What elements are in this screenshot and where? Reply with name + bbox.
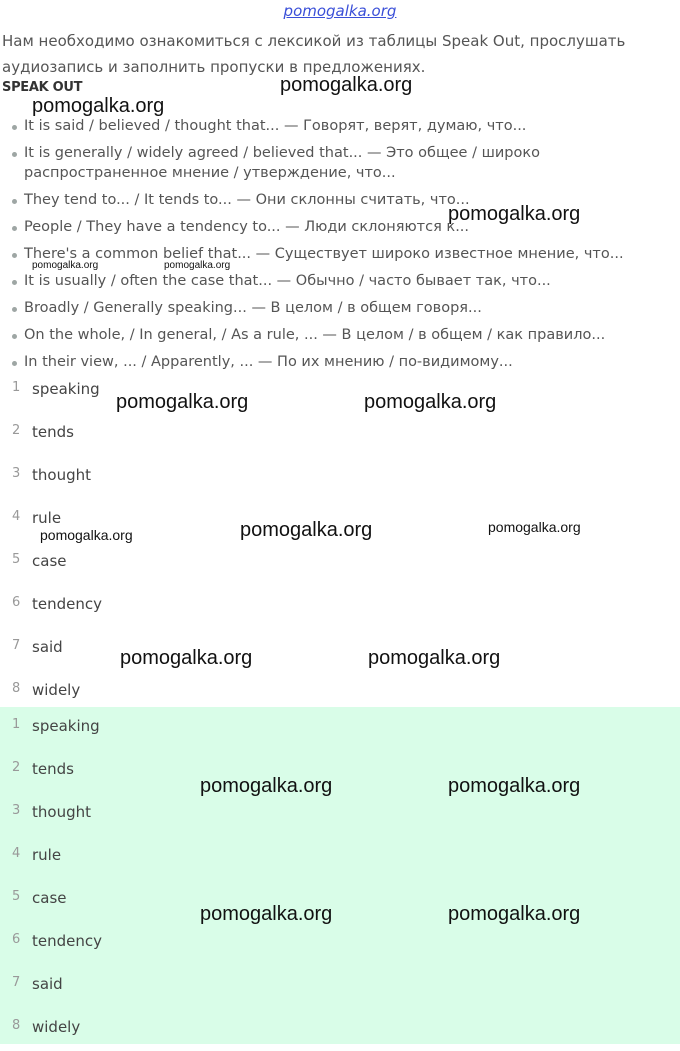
answer-row — [0, 707, 680, 750]
watermark: pomogalka.org — [200, 903, 333, 925]
list-item — [10, 116, 670, 136]
bullet-icon — [12, 199, 17, 204]
watermark: pomogalka.org — [488, 519, 581, 535]
watermark: pomogalka.org — [32, 95, 165, 117]
phrase-text: It is said / believed / thought that... — Говорят, верят, думаю, что... — [24, 118, 527, 134]
answer-number: 5 — [12, 552, 21, 567]
answer-number: 5 — [12, 889, 21, 904]
answer-row — [0, 922, 680, 965]
answer-word: speaking — [32, 380, 100, 398]
watermark: pomogalka.org — [368, 647, 501, 669]
bullet-icon — [12, 280, 17, 285]
list-item — [10, 352, 670, 372]
list-item — [10, 143, 670, 183]
phrase-text: On the whole, / In general, / As a rule, ... — В целом / в общем / как правило... — [24, 327, 606, 343]
answer-word: rule — [32, 846, 62, 864]
list-item — [10, 325, 670, 345]
answer-row — [0, 456, 680, 499]
answer-word: said — [32, 638, 63, 656]
phrase-list — [10, 116, 670, 379]
section-title: SPEAK OUT — [2, 80, 83, 95]
answer-word: thought — [32, 466, 91, 484]
bullet-icon — [12, 152, 17, 157]
intro-text: Нам необходимо ознакомиться с лексикой из таблицы Speak Out, прослушать аудиозапись и заполнить пропуски в предложениях. — [2, 32, 626, 76]
answer-number: 2 — [12, 760, 21, 775]
answer-word: said — [32, 975, 63, 993]
answer-number: 6 — [12, 595, 21, 610]
answer-word: tendency — [32, 595, 102, 613]
watermark: pomogalka.org — [120, 647, 253, 669]
site-link[interactable]: pomogalka.org — [283, 2, 397, 20]
bullet-icon — [12, 226, 17, 231]
phrase-text: People / They have a tendency to... — Люди склоняются к... — [24, 219, 470, 235]
answer-word: case — [32, 552, 67, 570]
list-item — [10, 298, 670, 318]
bullet-icon — [12, 125, 17, 130]
answer-word: thought — [32, 803, 91, 821]
phrase-text: It is usually / often the case that... — Обычно / часто бывает так, что... — [24, 273, 551, 289]
answer-number: 4 — [12, 509, 21, 524]
phrase-text: Broadly / Generally speaking... — В целом / в общем говоря... — [24, 300, 482, 316]
watermark: pomogalka.org — [32, 260, 99, 271]
answer-row — [0, 370, 680, 413]
answer-row — [0, 1008, 680, 1051]
phrase-text: There's a common belief that... — Существует широко известное мнение, что... — [24, 246, 624, 262]
answer-number: 4 — [12, 846, 21, 861]
watermark: pomogalka.org — [280, 74, 413, 96]
answer-row — [0, 793, 680, 836]
answer-word: tends — [32, 423, 74, 441]
answer-row — [0, 628, 680, 671]
answer-word: widely — [32, 1018, 81, 1036]
answer-number: 1 — [12, 717, 21, 732]
answer-number: 8 — [12, 681, 21, 696]
answer-number: 3 — [12, 803, 21, 818]
phrase-text: In their view, ... / Apparently, ... — По их мнению / по-видимому... — [24, 354, 513, 370]
phrase-text: They tend to... / It tends to... — Они склонны считать, что... — [24, 192, 470, 208]
answer-row — [0, 836, 680, 879]
bullet-icon — [12, 361, 17, 366]
watermark: pomogalka.org — [200, 775, 333, 797]
answer-number: 6 — [12, 932, 21, 947]
watermark: pomogalka.org — [164, 260, 231, 271]
answer-word: widely — [32, 681, 81, 699]
bullet-icon — [12, 334, 17, 339]
list-item — [10, 244, 670, 264]
answer-row — [0, 965, 680, 1008]
answer-number: 8 — [12, 1018, 21, 1033]
answer-number: 2 — [12, 423, 21, 438]
watermark: pomogalka.org — [40, 527, 133, 543]
answer-word: tendency — [32, 932, 102, 950]
watermark: pomogalka.org — [448, 903, 581, 925]
answer-row — [0, 413, 680, 456]
answer-number: 7 — [12, 638, 21, 653]
watermark: pomogalka.org — [448, 203, 581, 225]
answer-word: rule — [32, 509, 62, 527]
answer-number: 7 — [12, 975, 21, 990]
bullet-icon — [12, 253, 17, 258]
answer-row — [0, 585, 680, 628]
answer-word: case — [32, 889, 67, 907]
watermark: pomogalka.org — [240, 519, 373, 541]
answer-row — [0, 542, 680, 585]
answer-list-highlighted — [0, 707, 680, 1044]
answer-word: speaking — [32, 717, 100, 735]
answer-number: 3 — [12, 466, 21, 481]
watermark: pomogalka.org — [364, 391, 497, 413]
bullet-icon — [12, 307, 17, 312]
watermark: pomogalka.org — [448, 775, 581, 797]
answer-word: tends — [32, 760, 74, 778]
list-item — [10, 271, 670, 291]
watermark: pomogalka.org — [116, 391, 249, 413]
answer-number: 1 — [12, 380, 21, 395]
phrase-text: It is generally / widely agreed / believed that... — Это общее / широко распространенное мнение / утверждение, что... — [24, 145, 540, 181]
